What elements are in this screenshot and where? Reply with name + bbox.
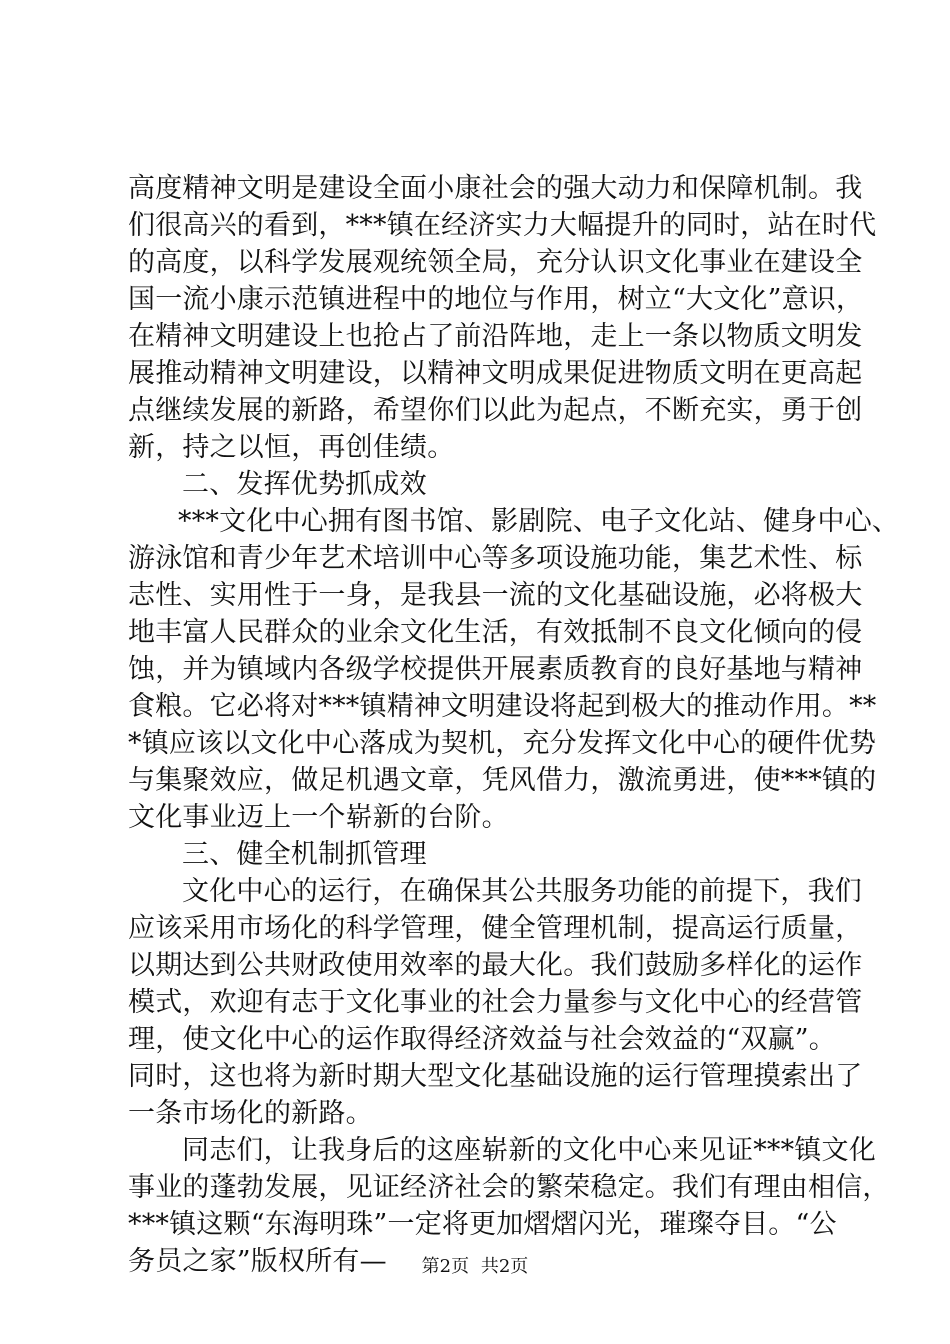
text-line: 蚀，并为镇域内各级学校提供开展素质教育的良好基地与精神 [128,654,863,685]
text-line: 模式，欢迎有志于文化事业的社会力量参与文化中心的经营管 [128,987,863,1018]
text-line: *镇应该以文化中心落成为契机，充分发挥文化中心的硬件优势 [128,728,877,759]
text-line: 应该采用市场化的科学管理，健全管理机制，提高运行质量， [128,913,863,944]
text-line: 务员之家”版权所有— [128,1246,387,1277]
text-line: 在精神文明建设上也抢占了前沿阵地，走上一条以物质文明发 [128,321,863,352]
text-line: 文化事业迈上一个崭新的台阶。 [128,802,509,833]
text-line: 食粮。它必将对***镇精神文明建设将起到极大的推动作用。** [128,691,877,722]
text-line: ***文化中心拥有图书馆、影剧院、电子文化站、健身中心、 [178,506,900,537]
text-line: 文化中心的运行，在确保其公共服务功能的前提下，我们 [182,876,862,907]
document-body [128,170,900,1280]
text-line: 以期达到公共财政使用效率的最大化。我们鼓励多样化的运作 [128,950,863,981]
text-line: 游泳馆和青少年艺术培训中心等多项设施功能，集艺术性、标 [128,543,863,574]
text-line: 与集聚效应，做足机遇文章，凭风借力，激流勇进，使***镇的 [128,765,877,796]
section-heading: 二、发挥优势抓成效 [182,469,427,500]
text-line: 事业的蓬勃发展，见证经济社会的繁荣稳定。我们有理由相信， [128,1172,890,1203]
text-line: 同时，这也将为新时期大型文化基础设施的运行管理摸索出了 [128,1061,863,1092]
text-line: 们很高兴的看到，***镇在经济实力大幅提升的同时，站在时代 [128,210,877,241]
section-heading: 三、健全机制抓管理 [182,839,427,870]
text-line: 的高度，以科学发展观统领全局，充分认识文化事业在建设全 [128,247,863,278]
page-number: 第2页 [421,1256,470,1277]
text-line: 国一流小康示范镇进程中的地位与作用，树立“大文化”意识， [128,284,864,315]
text-line: 点继续发展的新路，希望你们以此为起点，不断充实，勇于创 [128,395,863,426]
page-total: 共2页 [480,1256,529,1277]
text-line: 地丰富人民群众的业余文化生活，有效抵制不良文化倾向的侵 [128,617,863,648]
text-line: 高度精神文明是建设全面小康社会的强大动力和保障机制。我 [128,173,863,204]
text-line: ***镇这颗“东海明珠”一定将更加熠熠闪光，璀璨夺目。“公 [128,1209,837,1240]
text-line: 新，持之以恒，再创佳绩。 [128,432,455,463]
text-line: 理，使文化中心的运作取得经济效益与社会效益的“双赢”。 [128,1024,837,1055]
text-line: 展推动精神文明建设，以精神文明成果促进物质文明在更高起 [128,358,863,389]
page-footer [0,1252,950,1278]
text-line: 一条市场化的新路。 [128,1098,373,1129]
text-line: 同志们，让我身后的这座崭新的文化中心来见证***镇文化 [182,1135,876,1166]
text-line: 志性、实用性于一身，是我县一流的文化基础设施，必将极大 [128,580,863,611]
